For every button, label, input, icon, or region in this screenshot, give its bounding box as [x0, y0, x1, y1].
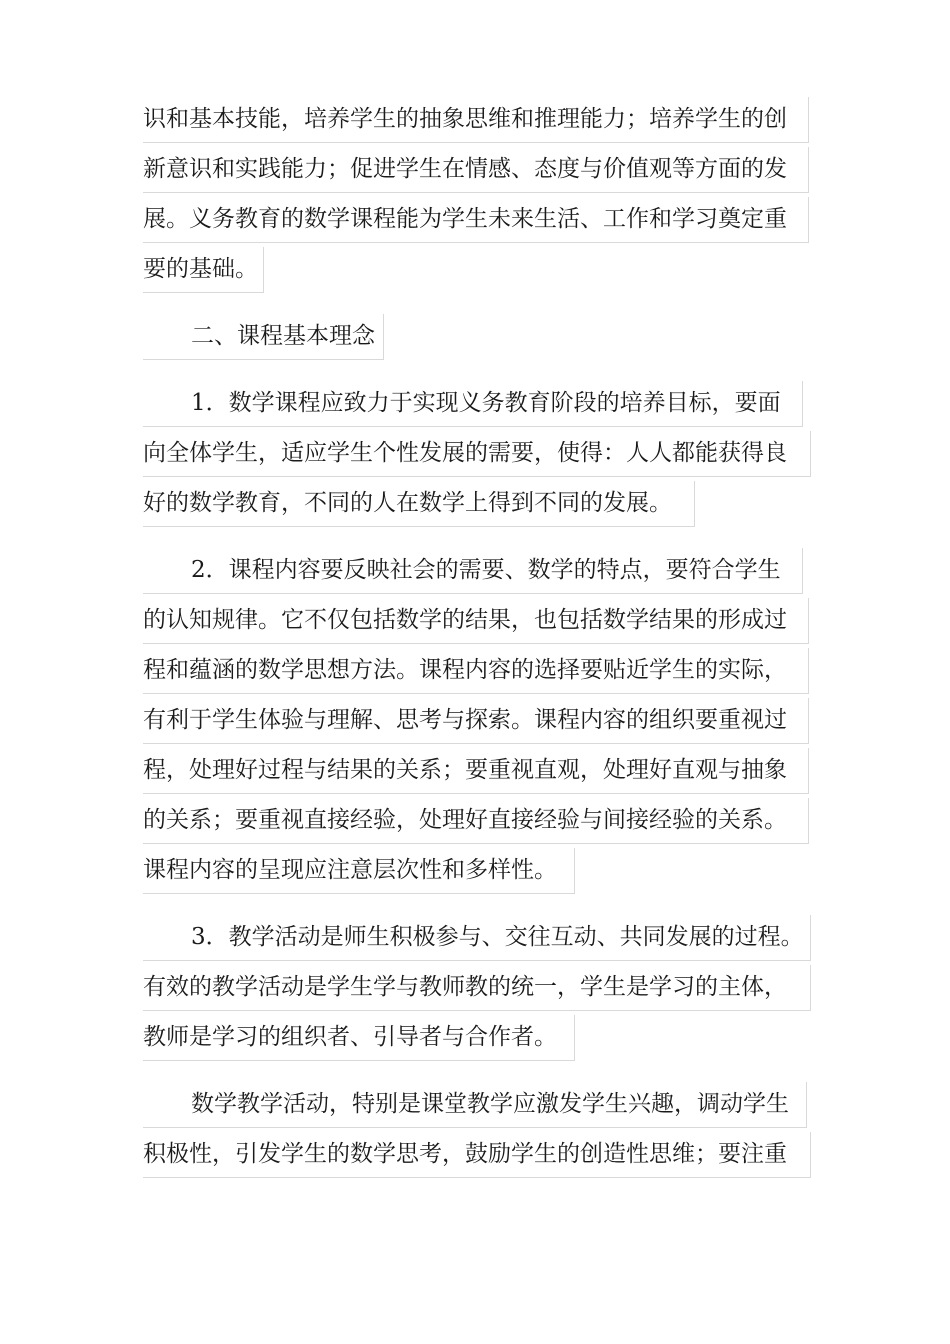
paragraph-4-line-2: 有效的教学活动是学生学与教师教的统一，学生是学习的主体， [143, 965, 811, 1011]
paragraph-5-line-1: 数学教学活动，特别是课堂教学应激发学生兴趣，调动学生 [143, 1082, 807, 1128]
paragraph-2-line-3: 好的数学教育，不同的人在数学上得到不同的发展。 [143, 481, 695, 527]
paragraph-3-line-7: 课程内容的呈现应注意层次性和多样性。 [143, 848, 575, 894]
paragraph-5-line-2: 积极性，引发学生的数学思考，鼓励学生的创造性思维；要注重 [143, 1132, 811, 1178]
paragraph-4-line-3: 教师是学习的组织者、引导者与合作者。 [143, 1015, 575, 1061]
section-heading: 二、课程基本理念 [143, 314, 384, 360]
paragraph-3-line-3: 程和蕴涵的数学思想方法。课程内容的选择要贴近学生的实际， [143, 648, 809, 694]
paragraph-2-line-2: 向全体学生，适应学生个性发展的需要，使得：人人都能获得良 [143, 431, 811, 477]
paragraph-3-line-2: 的认知规律。它不仅包括数学的结果，也包括数学结果的形成过 [143, 598, 809, 644]
paragraph-3-line-4: 有利于学生体验与理解、思考与探索。课程内容的组织要重视过 [143, 698, 809, 744]
paragraph-1-line-3: 展。义务教育的数学课程能为学生未来生活、工作和学习奠定重 [143, 197, 809, 243]
paragraph-3-line-5: 程，处理好过程与结果的关系；要重视直观，处理好直观与抽象 [143, 748, 809, 794]
paragraph-3-line-6: 的关系；要重视直接经验，处理好直接经验与间接经验的关系。 [143, 798, 809, 844]
paragraph-4-line-1: 3．教学活动是师生积极参与、交往互动、共同发展的过程。 [143, 915, 811, 961]
paragraph-1-line-4: 要的基础。 [143, 247, 264, 293]
paragraph-1-line-2: 新意识和实践能力；促进学生在情感、态度与价值观等方面的发 [143, 147, 809, 193]
paragraph-2-line-1: 1．数学课程应致力于实现义务教育阶段的培养目标，要面 [143, 381, 803, 427]
paragraph-3-line-1: 2．课程内容要反映社会的需要、数学的特点，要符合学生 [143, 548, 803, 594]
paragraph-1-line-1: 识和基本技能，培养学生的抽象思维和推理能力；培养学生的创 [143, 97, 809, 143]
